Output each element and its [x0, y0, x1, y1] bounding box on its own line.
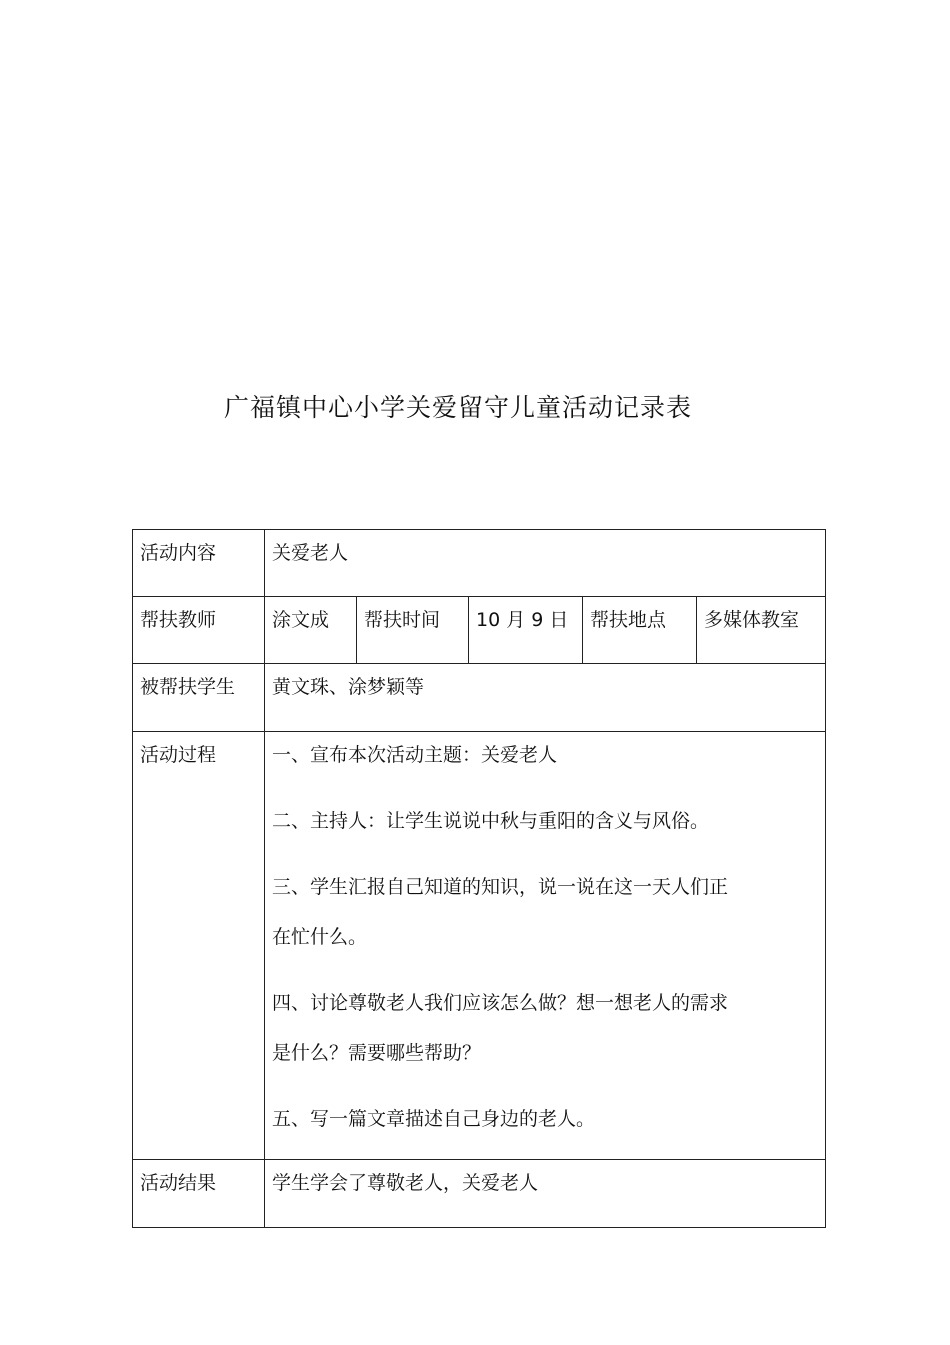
time-value: 10 月 9 日 — [469, 597, 583, 664]
document-title: 广福镇中心小学关爱留守儿童活动记录表 — [223, 393, 692, 422]
process-label: 活动过程 — [133, 732, 265, 1160]
students-label: 被帮扶学生 — [133, 664, 265, 732]
teacher-value: 涂文成 — [265, 597, 357, 664]
process-content — [265, 732, 826, 1160]
process-item: 在忙什么。 — [272, 926, 368, 948]
result-label: 活动结果 — [133, 1160, 265, 1228]
teacher-label: 帮扶教师 — [133, 597, 265, 664]
process-item: 五、写一篇文章描述自己身边的老人。 — [272, 1108, 596, 1130]
result-value: 学生学会了尊敬老人，关爱老人 — [265, 1160, 826, 1228]
row-students — [133, 664, 826, 732]
process-item: 二、主持人：让学生说说中秋与重阳的含义与风俗。 — [272, 810, 710, 832]
activity-content-value: 关爱老人 — [265, 530, 826, 597]
place-label: 帮扶地点 — [583, 597, 697, 664]
row-activity-process — [133, 732, 826, 1160]
process-item: 三、学生汇报自己知道的知识，说一说在这一天人们正 — [272, 876, 729, 898]
row-activity-result — [133, 1160, 826, 1228]
process-item: 四、讨论尊敬老人我们应该怎么做？想一想老人的需求 — [272, 992, 729, 1014]
row-activity-content — [133, 530, 826, 597]
students-value: 黄文珠、涂梦颖等 — [265, 664, 826, 732]
time-label: 帮扶时间 — [357, 597, 469, 664]
activity-content-label: 活动内容 — [133, 530, 265, 597]
place-value: 多媒体教室 — [697, 597, 826, 664]
row-teacher-info — [133, 597, 826, 664]
process-item: 一、宣布本次活动主题：关爱老人 — [272, 744, 558, 766]
activity-record-table — [132, 529, 826, 1228]
process-item: 是什么？需要哪些帮助？ — [272, 1042, 482, 1064]
